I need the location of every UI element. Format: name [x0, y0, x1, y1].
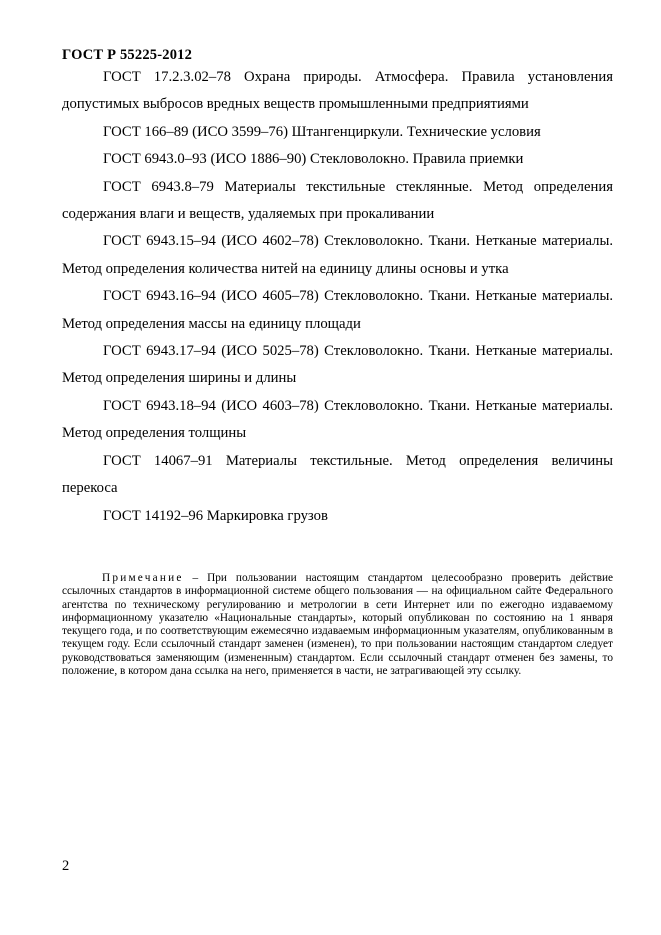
note-paragraph — [62, 572, 613, 678]
reference-gost-6943-17: ГОСТ 6943.17–94 (ИСО 5025–78) Стекловолокно. Ткани. Нетканые материалы. Метод определения ширины и длины — [62, 343, 613, 387]
reference-gost-6943-16: ГОСТ 6943.16–94 (ИСО 4605–78) Стекловолокно. Ткани. Нетканые материалы. Метод определения массы на единицу площади — [62, 288, 613, 332]
document-header: ГОСТ Р 55225-2012 — [62, 47, 193, 63]
normative-references-list — [62, 64, 613, 530]
reference-gost-166: ГОСТ 166–89 (ИСО 3599–76) Штангенциркули. Технические условия — [103, 123, 541, 140]
page-number: 2 — [62, 858, 70, 874]
reference-gost-6943-8: ГОСТ 6943.8–79 Материалы текстильные стеклянные. Метод определения содержания влаги и веществ, удаляемых при прокаливании — [62, 178, 613, 223]
reference-gost-14067: ГОСТ 14067–91 Материалы текстильные. Метод определения величины перекоса — [62, 452, 613, 497]
reference-gost-14192: ГОСТ 14192–96 Маркировка грузов — [103, 507, 328, 524]
note-text: При пользовании настоящим стандартом целесообразно проверить действие ссылочных стандартов в информационной системе общего пользования — на официальном сайте Федерального агентства по техническому регулированию и метрологии в сети Интернет или по ежегодно издаваемому информационному указателю «Национальные стандарты», который опубликован по состоянию на 1 января текущего года, и по соответствующим ежемесячно издаваемым информационным указателям, опубликованным в текущем году. Если ссылочный стандарт заменен (изменен), то при пользовании настоящим стандартом следует руководствоваться заменяющим (измененным) стандартом. Если ссылочный стандарт отменен без замены, то положение, в котором дана ссылка на него, применяется в части, не затрагивающей эту ссылку. — [62, 572, 614, 678]
reference-gost-6943-15: ГОСТ 6943.15–94 (ИСО 4602–78) Стекловолокно. Ткани. Нетканые материалы. Метод определения количества нитей на единицу длины основы и утка — [62, 233, 613, 277]
note-dash: – — [183, 572, 208, 584]
note-label: Примечание — [102, 572, 184, 584]
reference-gost-6943-18: ГОСТ 6943.18–94 (ИСО 4603–78) Стекловолокно. Ткани. Нетканые материалы. Метод определения толщины — [62, 397, 613, 442]
reference-gost-17-2-3-02: ГОСТ 17.2.3.02–78 Охрана природы. Атмосфера. Правила установления допустимых выбросов вредных веществ промышленными предприятиями — [62, 69, 613, 113]
reference-gost-6943-0: ГОСТ 6943.0–93 (ИСО 1886–90) Стекловолокно. Правила приемки — [103, 151, 524, 168]
